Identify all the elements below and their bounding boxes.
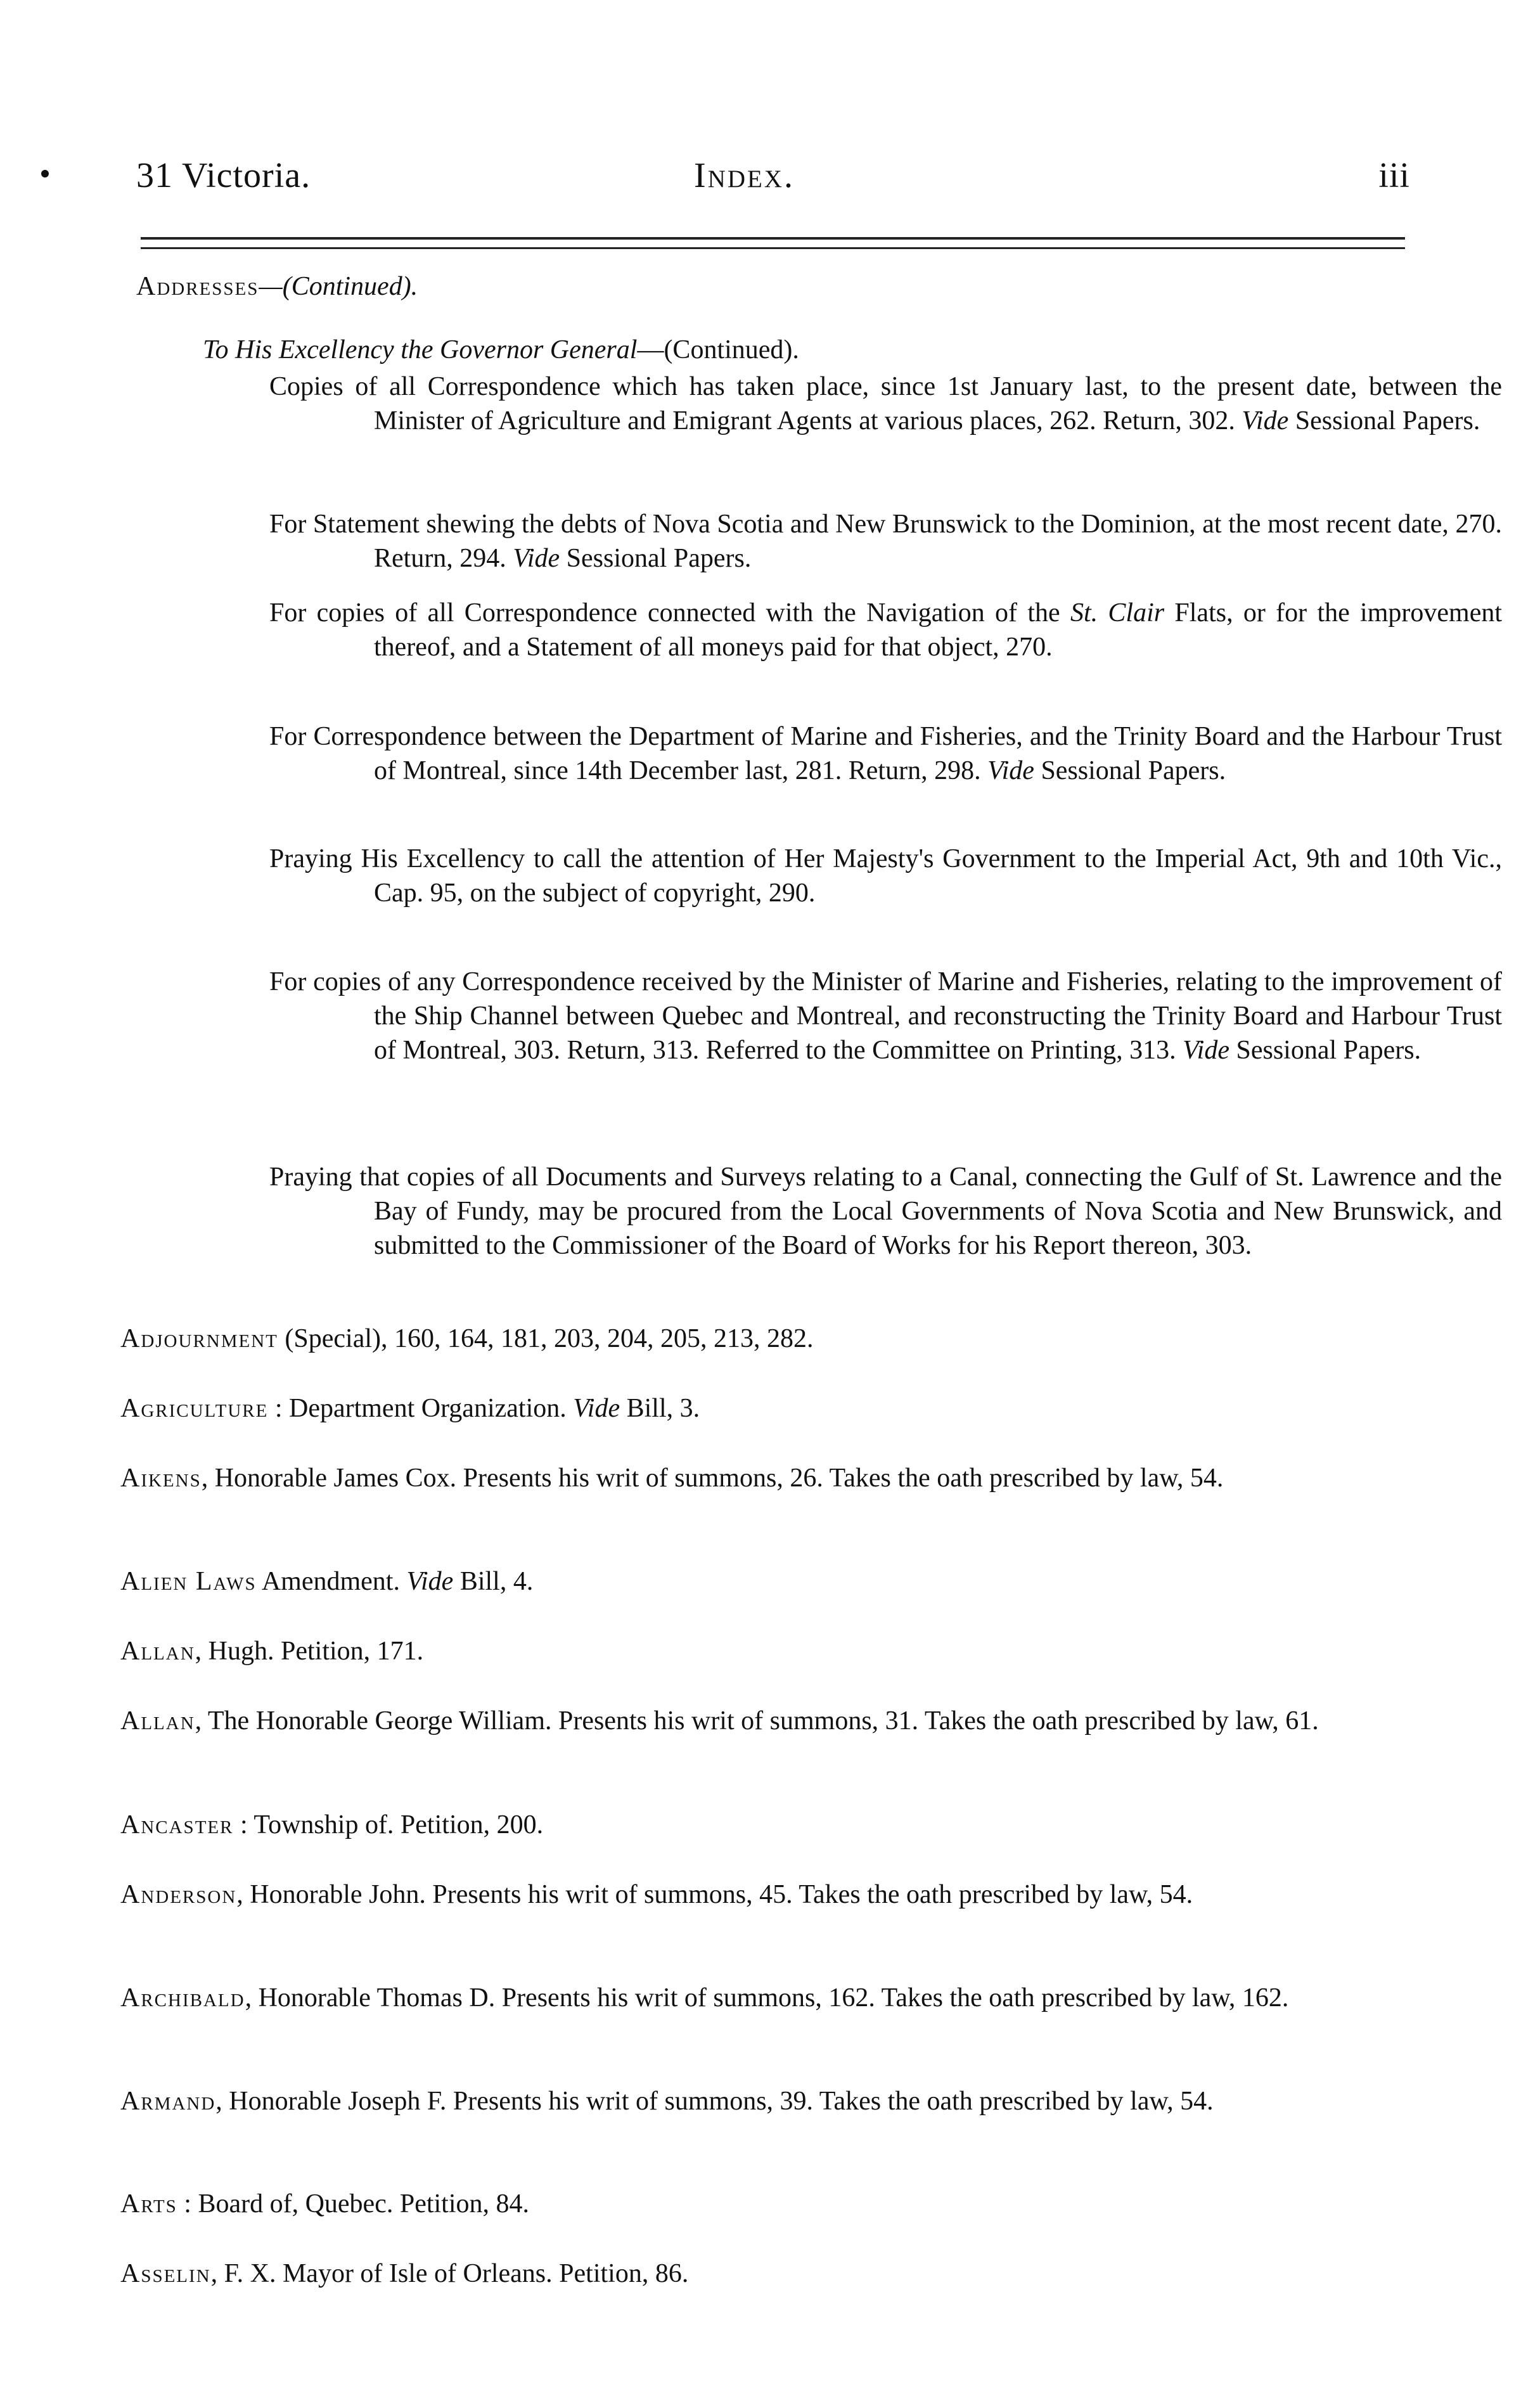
vide-reference: Vide [1183,1036,1229,1065]
paragraph-text: For copies of all Correspondence connected with the Navigation of the [269,598,1070,628]
entry-text: : Board of, Quebec. Petition, 84. [177,2189,530,2219]
entry-text: , Honorable James Cox. Presents his writ of summons, 26. Takes the oath prescribed by law, 54. [201,1464,1224,1493]
italic-reference: St. Clair [1070,598,1165,628]
entry-head: Agriculture [120,1394,269,1423]
index-entry [120,1391,1508,1426]
subheading-continued: —(Continued). [637,335,799,364]
subheading-text: To His Excellency the Governor General [203,335,638,364]
entry-tail: Bill, 4. [453,1567,534,1596]
index-paragraph [269,507,1502,576]
paragraph-text: For copies of any Correspondence received by the Minister of Marine and Fisheries, relating to the improvement of the Ship Channel between Quebec and Montreal, and reconstructing the Trinity Board and Harbour Trust of Montreal, 303. Return, 313. Referred to the Committee on Printing, 313. [269,967,1502,1065]
entry-head: Asselin [120,2259,211,2288]
margin-mark [41,170,49,177]
entry-head: Armand [120,2087,216,2116]
header-rule [141,247,1405,249]
index-entry [120,1461,1508,1495]
entry-text: (Special), 160, 164, 181, 203, 204, 205, 213, 282. [278,1324,814,1353]
paragraph-tail: Sessional Papers. [560,544,752,573]
entry-text: , Honorable John. Presents his writ of summons, 45. Takes the oath prescribed by law, 54. [236,1880,1193,1909]
index-entry [120,1878,1508,1912]
entry-text: , Honorable Thomas D. Presents his writ of summons, 162. Takes the oath prescribed by law, 162. [245,1983,1289,2013]
session-title: 31 Victoria. [136,156,311,195]
index-paragraph [269,370,1502,438]
index-entry [120,1704,1508,1738]
paragraph-tail: Sessional Papers. [1034,756,1226,785]
section-heading-continued: —(Continued). [259,272,418,301]
entry-text: , The Honorable George William. Presents his writ of summons, 31. Takes the oath prescribed by law, 61. [195,1706,1319,1736]
vide-reference: Vide [1242,406,1289,435]
entry-text: Amendment. [256,1567,400,1596]
page-number: iii [1378,156,1410,195]
vide-reference: Vide [566,1394,620,1423]
running-head [136,155,1410,206]
index-entry [120,1322,1508,1356]
section-subheading [203,333,799,367]
entry-text: : Township of. Petition, 200. [233,1810,544,1839]
entry-tail: Bill, 3. [620,1394,700,1423]
index-entry [120,1564,1508,1599]
index-paragraph [269,596,1502,664]
paragraph-text: Praying that copies of all Documents and Surveys relating to a Canal, connecting the Gulf of St. Lawrence and the Bay of Fundy, may be procured from the Local Governments of Nova Scotia and New Brunswick, and submitted to the Commissioner of the Board of Works for his Report thereon, 303. [269,1163,1502,1260]
entry-head: Arts [120,2189,177,2219]
entry-text: : Department Organization. [268,1394,567,1423]
index-paragraph [269,842,1502,910]
paragraph-text: For Correspondence between the Department of Marine and Fisheries, and the Trinity Board and the Harbour Trust of Montreal, since 14th December last, 281. Return, 298. [269,722,1502,785]
paragraph-tail: Flats, or for the improvement thereof, and a Statement of all moneys paid for that object, 270. [374,598,1503,662]
vide-reference: Vide [987,756,1034,785]
vide-reference: Vide [399,1567,454,1596]
paragraph-text: Copies of all Correspondence which has taken place, since 1st January last, to the present date, between the Minister of Agriculture and Emigrant Agents at various places, 262. Return, 302. [269,372,1502,435]
entry-head: Anderson [120,1880,237,1909]
entry-head: Ancaster [120,1810,234,1839]
paragraph-text: For Statement shewing the debts of Nova Scotia and New Brunswick to the Dominion, at the most recent date, 270. Return, 294. [269,510,1502,573]
entry-text: , Hugh. Petition, 171. [195,1637,424,1666]
entry-text: , Honorable Joseph F. Presents his writ of summons, 39. Takes the oath prescribed by law, 54. [215,2087,1214,2116]
index-paragraph [269,719,1502,788]
header-rule [141,237,1405,240]
index-entry [120,1981,1508,2015]
entry-head: Archibald [120,1983,245,2013]
entry-head: Alien Laws [120,1567,257,1596]
index-entry [120,2257,1508,2291]
entry-text: , F. X. Mayor of Isle of Orleans. Petition, 86. [210,2259,689,2288]
paragraph-tail: Sessional Papers. [1229,1036,1421,1065]
page-title: Index. [694,156,795,195]
entry-head: Aikens [120,1464,202,1493]
entry-head: Adjournment [120,1324,278,1353]
index-entry [120,2187,1508,2221]
section-heading-text: Addresses [136,272,259,301]
entry-head: Allan [120,1637,195,1666]
index-paragraph [269,1160,1502,1263]
index-paragraph [269,965,1502,1067]
vide-reference: Vide [513,544,560,573]
paragraph-tail: Sessional Papers. [1288,406,1480,435]
index-entry [120,1808,1508,1842]
index-entry [120,2084,1508,2118]
section-heading [136,269,418,304]
index-entry [120,1634,1508,1668]
paragraph-text: Praying His Excellency to call the attention of Her Majesty's Government to the Imperial Act, 9th and 10th Vic., Cap. 95, on the subject of copyright, 290. [269,844,1502,908]
entry-head: Allan [120,1706,195,1736]
